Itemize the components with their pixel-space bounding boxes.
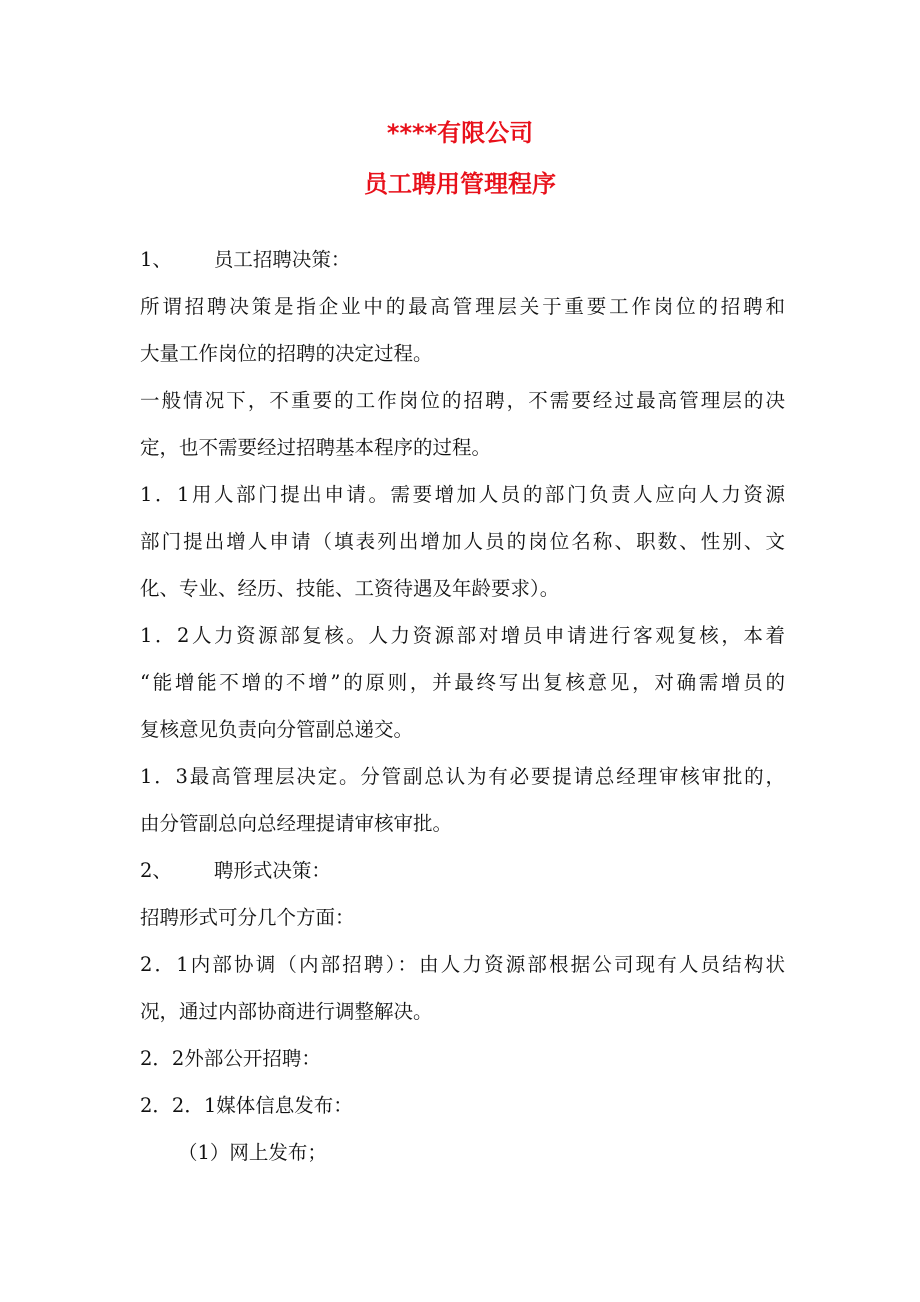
section-2-number: 2、 (140, 859, 172, 882)
paragraph-line: 1．3最高管理层决定。分管副总认为有必要提请总经理审核审批的， (140, 765, 785, 788)
paragraph-line: 2．2外部公开招聘： (140, 1047, 321, 1070)
company-name-heading: ****有限公司 (386, 119, 534, 147)
paragraph-line: 1．1用人部门提出申请。需要增加人员的部门负责人应向人力资源 (140, 483, 785, 506)
paragraph-line: 2．1内部协调（内部招聘）：由人力资源部根据公司现有人员结构状 (140, 953, 785, 976)
paragraph-line: 大量工作岗位的招聘的决定过程。 (140, 342, 433, 365)
paragraph-line: 定，也不需要经过招聘基本程序的过程。 (140, 436, 492, 459)
paragraph-line: 所谓招聘决策是指企业中的最高管理层关于重要工作岗位的招聘和 (140, 295, 785, 318)
paragraph-line: 由分管副总向总经理提请审核审批。 (140, 812, 453, 835)
paragraph-line: “能增能不增的不增”的原则，并最终写出复核意见，对确需增员的 (140, 671, 785, 694)
paragraph-line: 况，通过内部协商进行调整解决。 (140, 1000, 433, 1023)
paragraph-line: 1．2人力资源部复核。人力资源部对增员申请进行客观复核，本着 (140, 624, 785, 647)
document-title-heading: 员工聘用管理程序 (364, 170, 556, 198)
paragraph-line: 复核意见负责向分管副总递交。 (140, 718, 414, 741)
paragraph-line: （1）网上发布； (178, 1141, 327, 1164)
document-body (140, 236, 785, 1176)
paragraph-line: 部门提出增人申请（填表列出增加人员的岗位名称、职数、性别、文 (140, 530, 785, 553)
section-1-number: 1、 (140, 248, 172, 271)
paragraph-line: 2．2．1媒体信息发布： (140, 1094, 353, 1117)
section-2-title: 聘形式决策： (213, 859, 331, 882)
paragraph-line: 招聘形式可分几个方面： (140, 906, 355, 929)
section-1-title: 员工招聘决策： (213, 248, 351, 271)
section-2-heading (140, 847, 785, 894)
paragraph-line: 一般情况下，不重要的工作岗位的招聘，不需要经过最高管理层的决 (140, 389, 785, 412)
section-1-heading (140, 236, 785, 283)
paragraph-line: 化、专业、经历、技能、工资待遇及年龄要求）。 (140, 577, 560, 600)
